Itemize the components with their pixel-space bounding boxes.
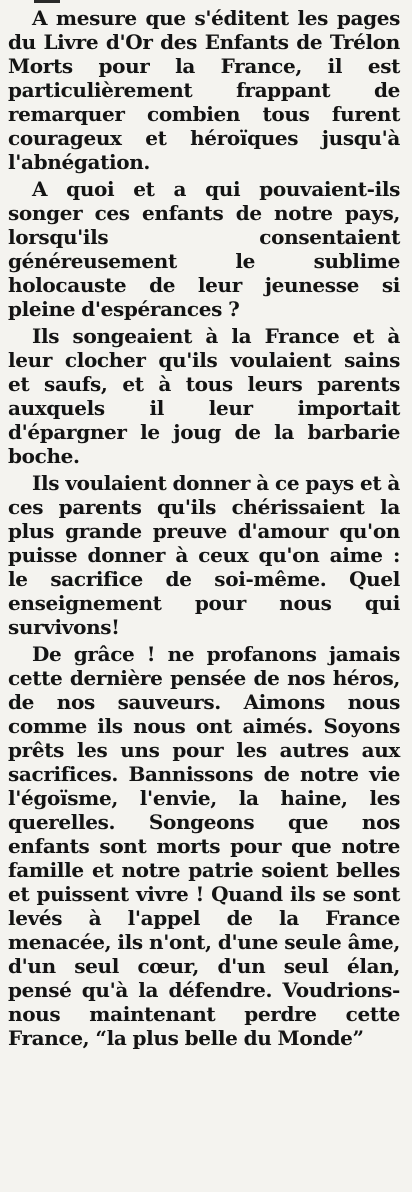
paragraph-3: Ils songeaient à la France et à leur clocher qu'ils voulaient sains et saufs, et à tous leurs parents auxquels il leur importait d'épargner le joug de la barbarie boche. xyxy=(8,324,400,468)
paragraph-2: A quoi et a qui pouvaient-ils songer ces enfants de notre pays, lorsqu'ils consentaient généreusement le sublime holocauste de leur jeunesse si pleine d'espérances ? xyxy=(8,177,400,321)
paragraph-4: Ils voulaient donner à ce pays et à ces parents qu'ils chérissaient la plus grande preuve d'amour qu'on puisse donner à ceux qu'on aime : le sacrifice de soi-même. Quel enseignement pour nous qui survivons! xyxy=(8,471,400,639)
article-body xyxy=(8,6,400,1050)
paragraph-1: A mesure que s'éditent les pages du Livre d'Or des Enfants de Trélon Morts pour la France, il est particulièrement frappant de remarquer combien tous furent courageux et héroïques jusqu'à l'abnégation. xyxy=(8,6,400,174)
paragraph-5: De grâce ! ne profanons jamais cette dernière pensée de nos héros, de nos sauveurs. Aimons nous comme ils nous ont aimés. Soyons prêts les uns pour les autres aux sacrifices. Bannissons de notre vie l'égoïsme, l'envie, la haine, les querelles. Songeons que nos enfants sont morts pour que notre famille et notre patrie soient belles et puissent vivre ! Quand ils se sont levés à l'appel de la France menacée, ils n'ont, d'une seule âme, d'un seul cœur, d'un seul élan, pensé qu'à la défendre. Voudrions-nous maintenant perdre cette France, “la plus belle du Monde” xyxy=(8,642,400,1050)
column-rule xyxy=(34,0,60,3)
